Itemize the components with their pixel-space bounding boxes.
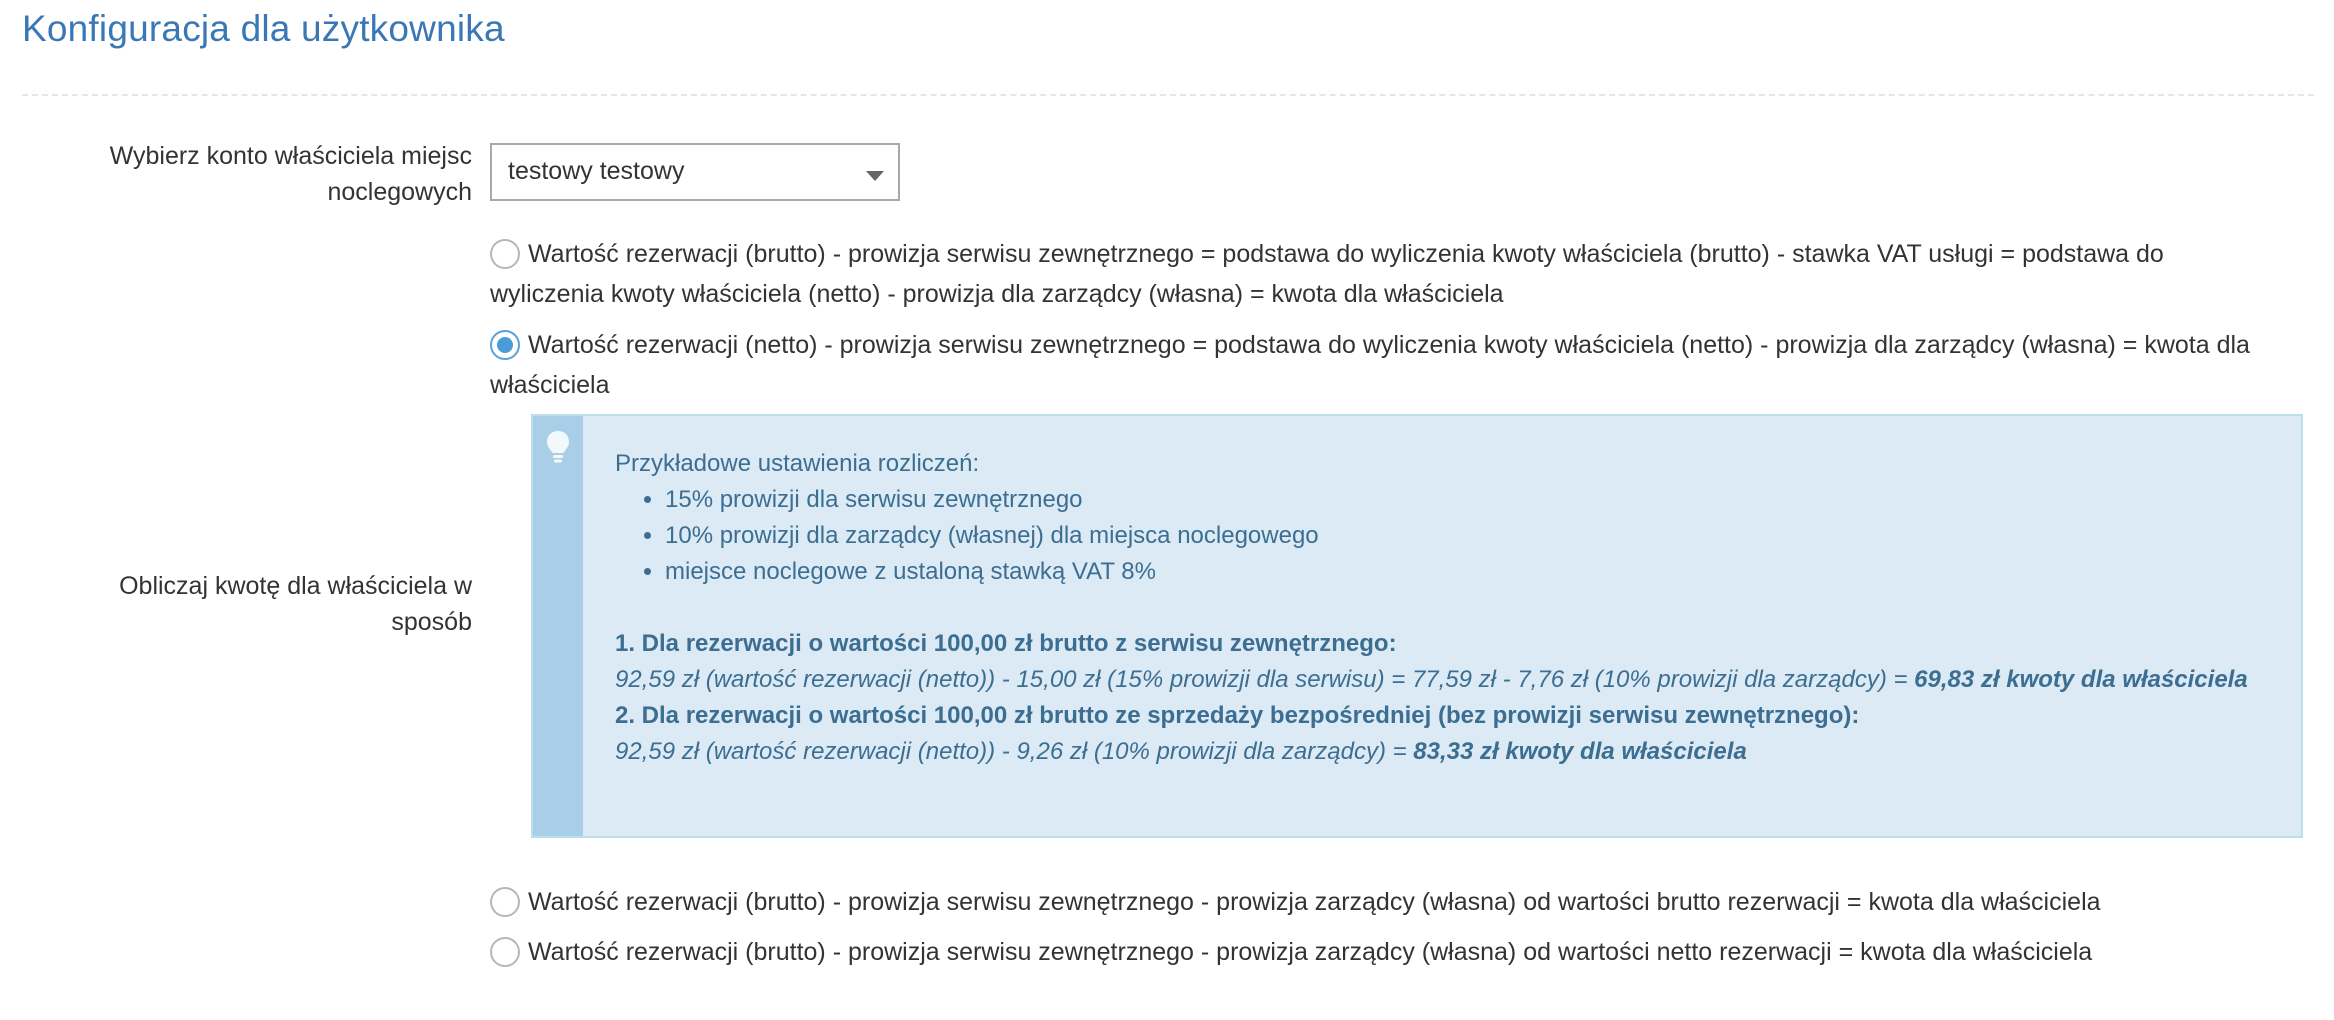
calc-option-4-label: Wartość rezerwacji (brutto) - prowizja serwisu zewnętrznego - prowizja zarządcy (własna) od wartości netto rezerwacji = kwota dla właściciela bbox=[528, 938, 2093, 966]
radio-unchecked-icon[interactable] bbox=[490, 887, 520, 917]
calc-option-4[interactable] bbox=[490, 930, 2270, 972]
owner-select[interactable] bbox=[490, 143, 900, 201]
chevron-down-icon bbox=[866, 171, 884, 181]
calc-option-3[interactable] bbox=[490, 880, 2270, 922]
example-1-title: 1. Dla rezerwacji o wartości 100,00 zł brutto z serwisu zewnętrznego: bbox=[615, 630, 1397, 657]
info-box bbox=[531, 414, 2303, 838]
example-1-result: 69,83 zł kwoty dla właściciela bbox=[1914, 666, 2248, 693]
owner-select-value: testowy testowy bbox=[508, 157, 685, 185]
info-bullets bbox=[615, 482, 2255, 590]
list-item: • miejsce noclegowe z ustaloną stawką VAT 8% bbox=[665, 554, 2255, 590]
list-item: • 10% prowizji dla zarządcy (własnej) dla miejsca noclegowego bbox=[665, 518, 2255, 554]
list-item: • 15% prowizji dla serwisu zewnętrznego bbox=[665, 482, 2255, 518]
info-heading: Przykładowe ustawienia rozliczeń: bbox=[615, 450, 980, 477]
example-1-formula-text: 92,59 zł (wartość rezerwacji (netto)) - 15,00 zł (15% prowizji dla serwisu) = 77,59 zł - 7,76 zł (10% prowizji dla zarządcy) = bbox=[615, 666, 1915, 693]
example-2-title: 2. Dla rezerwacji o wartości 100,00 zł brutto ze sprzedaży bezpośredniej (bez prowizji serwisu zewnętrznego): bbox=[615, 702, 1860, 729]
radio-unchecked-icon[interactable] bbox=[490, 239, 520, 269]
radio-unchecked-icon[interactable] bbox=[490, 937, 520, 967]
example-2-formula-text: 92,59 zł (wartość rezerwacji (netto)) - 9,26 zł (10% prowizji dla zarządcy) = bbox=[615, 738, 1414, 765]
calc-option-1[interactable] bbox=[490, 232, 2270, 314]
example-1-formula bbox=[615, 662, 2255, 698]
page-title: Konfiguracja dla użytkownika bbox=[22, 8, 505, 49]
calc-option-2-label: Wartość rezerwacji (netto) - prowizja serwisu zewnętrznego = podstawa do wyliczenia kwoty właściciela (netto) - prowizja dla zarządcy (własna) = kwota dla właściciela bbox=[490, 331, 2250, 399]
info-stripe bbox=[533, 416, 583, 836]
calc-option-2[interactable] bbox=[490, 323, 2270, 405]
calc-option-1-label: Wartość rezerwacji (brutto) - prowizja serwisu zewnętrznego = podstawa do wyliczenia kwoty właściciela (brutto) - stawka VAT usługi = podstawa do wyliczenia kwoty właściciela (netto) - prowizja dla zarządcy (własna) = kwota dla właściciela bbox=[490, 240, 2164, 308]
radio-checked-icon[interactable] bbox=[490, 330, 520, 360]
owner-select-label: Wybierz konto właściciela miejsc noclegowych bbox=[109, 142, 472, 206]
lightbulb-icon bbox=[545, 430, 571, 464]
info-content bbox=[615, 446, 2255, 770]
calc-option-3-label: Wartość rezerwacji (brutto) - prowizja serwisu zewnętrznego - prowizja zarządcy (własna) od wartości brutto rezerwacji = kwota dla właściciela bbox=[528, 888, 2101, 916]
title-divider bbox=[22, 94, 2314, 96]
example-2-formula bbox=[615, 734, 2255, 770]
calc-method-label: Obliczaj kwotę dla właściciela w sposób bbox=[119, 572, 472, 636]
example-2-result: 83,33 zł kwoty dla właściciela bbox=[1413, 738, 1747, 765]
